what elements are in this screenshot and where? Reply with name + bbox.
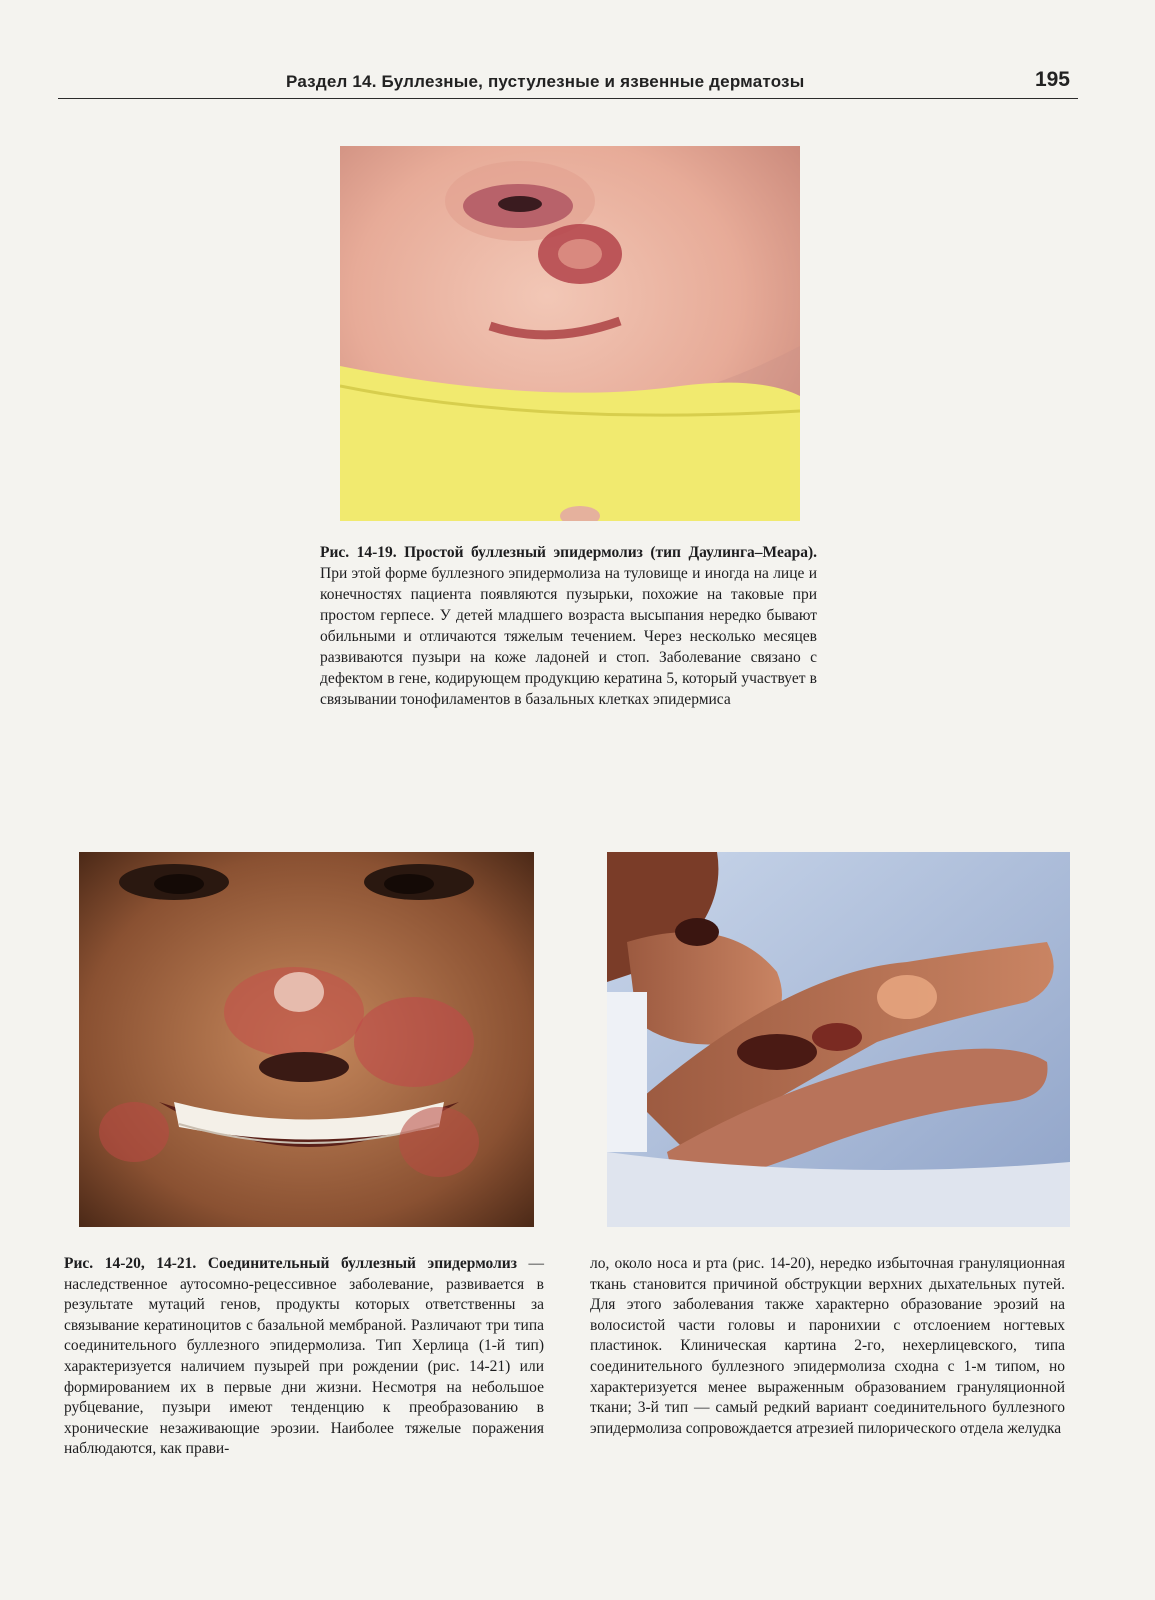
caption-text: При этой форме буллезного эпидермолиза на туловище и иногда на лице и конечностях пациента появляются пузырьки, похожие на таковые при простом герпесе. У детей младшего возраста высыпания нередко бывают обильными и отличаются тяжелым течением. Через несколько месяцев развиваются пузыри на коже ладоней и стоп. Заболевание связано с дефектом в гене, кодирующем продукцию кератина 5, который участвует в связывании тонофиламентов в базальных клетках эпидермиса	[320, 565, 817, 708]
figure-label: Рис. 14-20, 14-21. Соединительный буллезный эпидермолиз	[64, 1255, 517, 1272]
figure-14-19-caption	[320, 542, 817, 710]
figure-14-20-21-caption-right-column	[590, 1254, 1065, 1439]
figure-14-20-21-caption-left-column	[64, 1254, 544, 1460]
figure-14-19-photo	[340, 146, 800, 521]
page-number: 195	[1034, 68, 1070, 91]
caption-text-continued: ло, около носа и рта (рис. 14-20), нередко избыточная грануляционная ткань становится причиной обструкции верхних дыхательных путей. Для этого заболевания также характерно образование эрозий на волосистой части головы и паронихии с отслоением ногтевых пластинок. Клиническая картина 2-го, нехерлицевского, типа соединительного буллезного эпидермолиза сходна с 1-м типом, но характеризуется менее выраженным образованием грануляционной ткани; 3-й тип — самый редкий вариант соединительного буллезного эпидермолиза сопровождается атрезией пилорического отдела желудка	[590, 1255, 1065, 1437]
figure-14-20-photo	[79, 852, 534, 1227]
running-header	[58, 68, 1078, 99]
photo-child-face-nasal-perioral-erosions-icon	[79, 852, 534, 1227]
photo-child-lower-face-perioral-erosions-icon	[340, 146, 800, 521]
photo-infant-hand-bullae-erosions-icon	[607, 852, 1070, 1227]
section-title: Раздел 14. Буллезные, пустулезные и язвенные дерматозы	[286, 72, 805, 91]
caption-text: — наследственное аутосомно-рецессивное заболевание, развивается в результате мутаций генов, продукты которых ответственны за связывание кератиноцитов с базальной мембраной. Различают три типа соединительного буллезного эпидермолиза. Тип Херлица (1-й тип) характеризуется наличием пузырей при рождении (рис. 14-21) или формированием их в первые дни жизни. Несмотря на небольшое рубцевание, пузыри имеют тенденцию к преобразованию в хронические незаживающие эрозии. Наиболее тяжелые поражения наблюдаются, как прави-	[64, 1255, 544, 1458]
figure-label: Рис. 14-19. Простой буллезный эпидермолиз (тип Даулинга–Меара).	[320, 544, 817, 561]
figure-14-21-photo	[607, 852, 1070, 1227]
